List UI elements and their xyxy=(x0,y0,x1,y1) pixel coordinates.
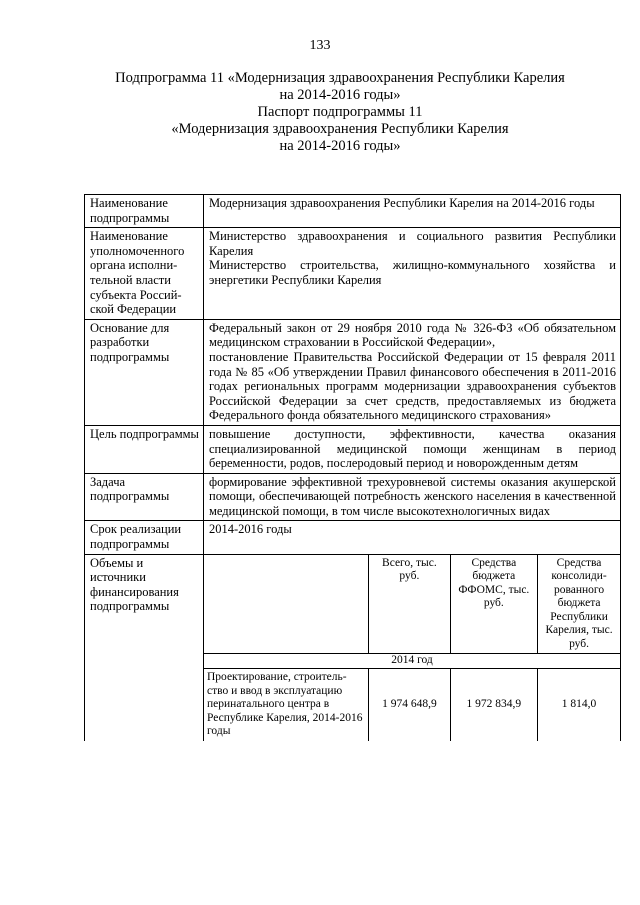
table-row xyxy=(85,425,621,473)
row-label: Задача подпрограммы xyxy=(85,473,204,521)
item-description: Проектирование, строитель-ство и ввод в эксплуатацию перинатального центра в Республике Карелия, 2014-2016 годы xyxy=(204,669,369,741)
item-regional: 1 814,0 xyxy=(538,669,620,741)
value-paragraph: Федеральный закон от 29 ноября 2010 года № 326-ФЗ «Об обязательном медицинском страховании в Российской Федерации», xyxy=(209,320,616,350)
table-row xyxy=(85,473,621,521)
row-value xyxy=(204,319,621,425)
heading-line: Паспорт подпрограммы 11 xyxy=(257,104,423,120)
value-paragraph: постановление Правительства Российской Федерации от 15 февраля 2011 года № 85 «Об утверждении Правил финансового обеспечения в 2011-2016 годах региональных программ модернизации здравоохранения субъектов Российской Федерации за счет средств, предоставляемых из бюджета Федерального фонда обязательного медицинского страхования» xyxy=(209,349,616,423)
value-paragraph: Министерство здравоохранения и социального развития Республики Карелия xyxy=(209,229,616,258)
table-row xyxy=(204,669,620,741)
item-ffoms: 1 972 834,9 xyxy=(450,669,538,741)
column-header-total: Всего, тыс. руб. xyxy=(369,555,450,654)
funding-year-row xyxy=(204,654,620,669)
table-row xyxy=(85,228,621,320)
table-row xyxy=(85,554,621,741)
row-label: Цель подпрограммы xyxy=(85,425,204,473)
row-value: формирование эффективной трехуровневой системы оказания акушерской помощи, обеспечивающей потребность женского населения в качественной медицинской помощи, в том числе высокотехнологичных видах xyxy=(204,473,621,521)
document-heading xyxy=(60,70,620,155)
value-paragraph: Министерство строительства, жилищно-коммунального хозяйства и энергетики Республики Карелия xyxy=(209,258,616,287)
row-label: Объемы и источники финансирования подпрограммы xyxy=(85,554,204,741)
funding-header-row xyxy=(204,555,620,654)
funding-header-empty xyxy=(204,555,369,654)
funding-table xyxy=(204,555,620,741)
row-value: 2014-2016 годы xyxy=(204,521,621,554)
table-row xyxy=(85,521,621,554)
row-value: Модернизация здравоохранения Республики Карелия на 2014-2016 годы xyxy=(204,195,621,228)
row-label: Основание для разработки подпрограммы xyxy=(85,319,204,425)
year-label: 2014 год xyxy=(204,654,620,669)
column-header-regional: Средства консолиди-рованного бюджета Республики Карелия, тыс. руб. xyxy=(538,555,620,654)
column-header-ffoms: Средства бюджета ФФОМС, тыс. руб. xyxy=(450,555,538,654)
page-number: 133 xyxy=(309,38,331,53)
row-label: Наименование подпрограммы xyxy=(85,195,204,228)
table-row xyxy=(85,195,621,228)
row-label: Наименование уполномоченного органа исполни-тельной власти субъекта Россий-ской Федерации xyxy=(85,228,204,320)
heading-line: Подпрограмма 11 «Модернизация здравоохранения Республики Карелия xyxy=(115,70,565,86)
heading-line: «Модернизация здравоохранения Республики Карелия xyxy=(171,121,509,137)
funding-cell xyxy=(204,554,621,741)
heading-line: на 2014-2016 годы» xyxy=(279,138,401,154)
passport-table xyxy=(84,194,621,741)
row-value xyxy=(204,228,621,320)
row-value: повышение доступности, эффективности, качества оказания специализированной медицинской помощи женщинам в период беременности, родов, послеродовый период и новорожденным детям xyxy=(204,425,621,473)
table-row xyxy=(85,319,621,425)
item-total: 1 974 648,9 xyxy=(369,669,450,741)
heading-line: на 2014-2016 годы» xyxy=(279,87,401,103)
row-label: Срок реализации подпрограммы xyxy=(85,521,204,554)
